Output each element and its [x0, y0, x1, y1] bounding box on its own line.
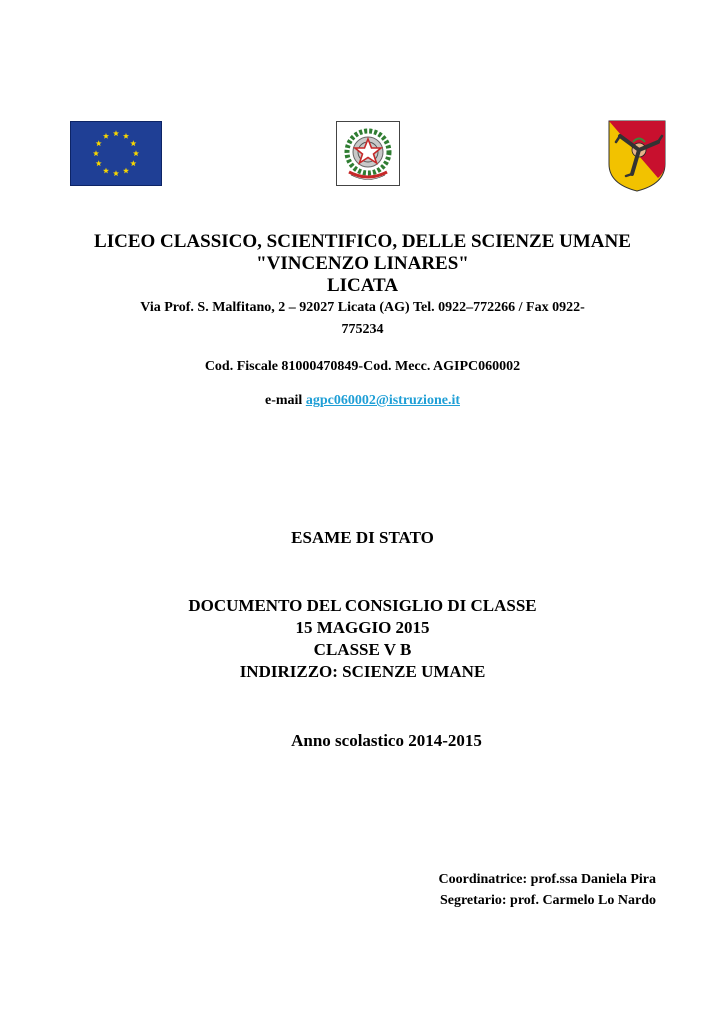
school-email-row — [0, 390, 725, 412]
eu-flag-icon — [70, 121, 162, 186]
school-codes: Cod. Fiscale 81000470849-Cod. Mecc. AGIPC060002 — [204, 359, 521, 374]
school-name-line1: LICEO CLASSICO, SCIENTIFICO, DELLE SCIENZE UMANE — [94, 231, 631, 252]
eu-star-icon — [130, 140, 136, 146]
eu-star-icon — [123, 168, 129, 174]
school-city: LICATA — [326, 275, 399, 296]
exam-title: ESAME DI STATO — [291, 528, 434, 547]
school-address-line2: 775234 — [341, 322, 384, 337]
school-year: Anno scolastico 2014-2015 — [291, 731, 482, 750]
eu-star-icon — [103, 133, 109, 139]
eu-star-icon — [96, 160, 102, 166]
coordinator-signature: Coordinatrice: prof.ssa Daniela Pira — [438, 872, 656, 887]
email-link[interactable]: agpc060002@istruzione.it — [305, 393, 460, 408]
document-line1: DOCUMENTO DEL CONSIGLIO DI CLASSE — [188, 596, 537, 615]
document-line2: 15 MAGGIO 2015 — [295, 618, 430, 637]
italian-emblem-icon — [336, 121, 400, 186]
eu-star-icon — [103, 168, 109, 174]
eu-star-icon — [113, 170, 119, 176]
eu-star-icon — [113, 130, 119, 136]
secretary-signature: Segretario: prof. Carmelo Lo Nardo — [439, 893, 656, 908]
email-label: e-mail — [264, 393, 303, 408]
document-line4: INDIRIZZO: SCIENZE UMANE — [239, 662, 486, 681]
document-line3: CLASSE V B — [313, 640, 412, 659]
eu-star-icon — [123, 133, 129, 139]
sicily-coat-of-arms-icon — [608, 120, 666, 192]
eu-star-icon — [130, 160, 136, 166]
eu-star-icon — [93, 150, 99, 156]
eu-star-icon — [96, 140, 102, 146]
school-name-line2: "VINCENZO LINARES" — [256, 253, 469, 274]
eu-star-icon — [133, 150, 139, 156]
school-address-line1: Via Prof. S. Malfitano, 2 – 92027 Licata (AG) Tel. 0922–772266 / Fax 0922- — [140, 300, 585, 315]
